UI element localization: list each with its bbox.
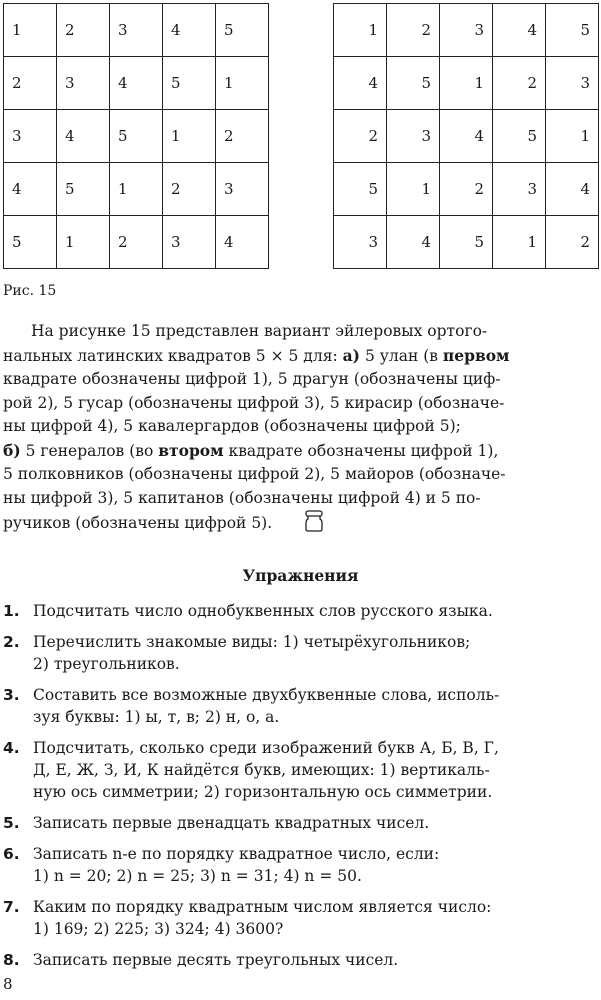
grid-cell: 4 bbox=[216, 216, 269, 269]
exercise-item bbox=[3, 949, 598, 971]
grid-cell: 5 bbox=[493, 110, 546, 163]
grid-cell: 2 bbox=[493, 57, 546, 110]
grid-cell: 3 bbox=[387, 110, 440, 163]
paragraph-segment: б) bbox=[3, 440, 21, 460]
grid-cell: 3 bbox=[110, 4, 163, 57]
grid-cell: 1 bbox=[163, 110, 216, 163]
grid-cell: 2 bbox=[440, 163, 493, 216]
exercise-text: Подсчитать число однобуквенных слов русского языка. bbox=[33, 602, 493, 620]
grid-cell: 5 bbox=[57, 163, 110, 216]
exercise-text: Записать первые двенадцать квадратных чисел. bbox=[33, 814, 430, 832]
grid-cell: 5 bbox=[110, 110, 163, 163]
grid-cell: 4 bbox=[546, 163, 599, 216]
grid-cell: 3 bbox=[57, 57, 110, 110]
paragraph-text bbox=[3, 320, 598, 540]
grid-cell: 3 bbox=[216, 163, 269, 216]
exercise-number: 8. bbox=[3, 951, 20, 969]
paragraph-segment: первом bbox=[442, 345, 510, 365]
grid-cell: 1 bbox=[334, 4, 387, 57]
section-heading: Упражнения bbox=[242, 566, 359, 585]
grid-cell: 4 bbox=[493, 4, 546, 57]
exercise-text: Перечислить знакомые виды: 1) четырёхугольников; 2) треугольников. bbox=[33, 633, 471, 673]
grid-cell: 5 bbox=[216, 4, 269, 57]
grid-cell: 5 bbox=[546, 4, 599, 57]
grid-cell: 2 bbox=[4, 57, 57, 110]
grid-cell: 1 bbox=[546, 110, 599, 163]
exercise-list bbox=[3, 600, 598, 980]
paragraph bbox=[3, 320, 598, 540]
grid-cell: 3 bbox=[440, 4, 493, 57]
grid-cell: 2 bbox=[216, 110, 269, 163]
grid-cell: 4 bbox=[57, 110, 110, 163]
grid-cell: 5 bbox=[440, 216, 493, 269]
exercise-item bbox=[3, 600, 598, 622]
exercise-item bbox=[3, 896, 598, 940]
grid-cell: 4 bbox=[440, 110, 493, 163]
paragraph-segment: 5 улан (в bbox=[360, 346, 443, 365]
grid-cell: 1 bbox=[440, 57, 493, 110]
exercise-number: 6. bbox=[3, 845, 20, 863]
jar-icon bbox=[276, 510, 324, 540]
exercise-item bbox=[3, 737, 598, 803]
grid-cell: 3 bbox=[163, 216, 216, 269]
exercise-text: Каким по порядку квадратным числом является число: 1) 169; 2) 225; 3) 324; 4) 3600? bbox=[33, 898, 492, 938]
exercise-text: Записать n-е по порядку квадратное число, если: 1) n = 20; 2) n = 25; 3) n = 31; 4) n = 50. bbox=[33, 845, 440, 885]
grid-cell: 3 bbox=[493, 163, 546, 216]
exercise-item bbox=[3, 843, 598, 887]
grid-cell: 2 bbox=[163, 163, 216, 216]
exercise-number: 7. bbox=[3, 898, 20, 916]
exercise-number: 5. bbox=[3, 814, 20, 832]
grid-cell: 3 bbox=[334, 216, 387, 269]
grid-cell: 5 bbox=[4, 216, 57, 269]
exercise-number: 2. bbox=[3, 633, 20, 651]
grid-cell: 1 bbox=[216, 57, 269, 110]
exercise-number: 4. bbox=[3, 739, 20, 757]
grid-cell: 1 bbox=[493, 216, 546, 269]
grid-cell: 4 bbox=[4, 163, 57, 216]
grid-cell: 5 bbox=[163, 57, 216, 110]
grid-cell: 2 bbox=[546, 216, 599, 269]
exercise-number: 1. bbox=[3, 602, 20, 620]
grid-cell: 4 bbox=[163, 4, 216, 57]
exercise-number: 3. bbox=[3, 686, 20, 704]
grid-cell: 3 bbox=[4, 110, 57, 163]
paragraph-segment: а) bbox=[342, 345, 361, 365]
paragraph-segment: квадрате обозначены цифрой 1), 5 полковников (обозначены цифрой 2), 5 майоров (обозначе- ны цифрой 3), 5 капитанов (обозначены цифрой 4) и 5 по- ручиков (обозначены цифрой 5). bbox=[3, 441, 506, 532]
exercise-item bbox=[3, 684, 598, 728]
page-number: 8 bbox=[3, 975, 13, 993]
grid-cell: 5 bbox=[387, 57, 440, 110]
grid-cell: 2 bbox=[110, 216, 163, 269]
exercise-text: Составить все возможные двухбуквенные слова, исполь- зуя буквы: 1) ы, т, в; 2) н, о, а. bbox=[33, 686, 500, 726]
grid-cell: 1 bbox=[57, 216, 110, 269]
exercise-item bbox=[3, 812, 598, 834]
grid-cell: 5 bbox=[334, 163, 387, 216]
grid-cell: 2 bbox=[57, 4, 110, 57]
grid-cell: 4 bbox=[334, 57, 387, 110]
latin-square-2 bbox=[333, 3, 599, 269]
grid-cell: 1 bbox=[387, 163, 440, 216]
paragraph-segment: квадрате обозначены цифрой 1), 5 драгун (обозначены циф- рой 2), 5 гусар (обозначены цифрой 3), 5 кирасир (обозначе- ны цифрой 4), 5 кавалергардов (обозначены цифрой 5); bbox=[3, 370, 505, 435]
grid-cell: 3 bbox=[546, 57, 599, 110]
exercise-text: Записать первые десять треугольных чисел. bbox=[33, 951, 399, 969]
paragraph-segment: 5 генералов (во bbox=[20, 441, 159, 460]
grid-cell: 4 bbox=[387, 216, 440, 269]
grid-cell: 2 bbox=[387, 4, 440, 57]
figure-caption: Рис. 15 bbox=[3, 283, 57, 299]
grid-cell: 4 bbox=[110, 57, 163, 110]
exercise-text: Подсчитать, сколько среди изображений букв А, Б, В, Г, Д, Е, Ж, З, И, К найдётся букв, имеющих: 1) вертикаль- ную ось симметрии; 2) горизонтальную ось симметрии. bbox=[33, 739, 499, 801]
paragraph-segment: На рисунке 15 представлен вариант эйлеровых ортого- нальных латинских квадратов 5 × 5 для: bbox=[3, 322, 488, 365]
grid-cell: 1 bbox=[110, 163, 163, 216]
exercise-item bbox=[3, 631, 598, 675]
paragraph-segment: втором bbox=[158, 440, 224, 460]
latin-square-1 bbox=[3, 3, 269, 269]
grid-cell: 2 bbox=[334, 110, 387, 163]
grid-cell: 1 bbox=[4, 4, 57, 57]
